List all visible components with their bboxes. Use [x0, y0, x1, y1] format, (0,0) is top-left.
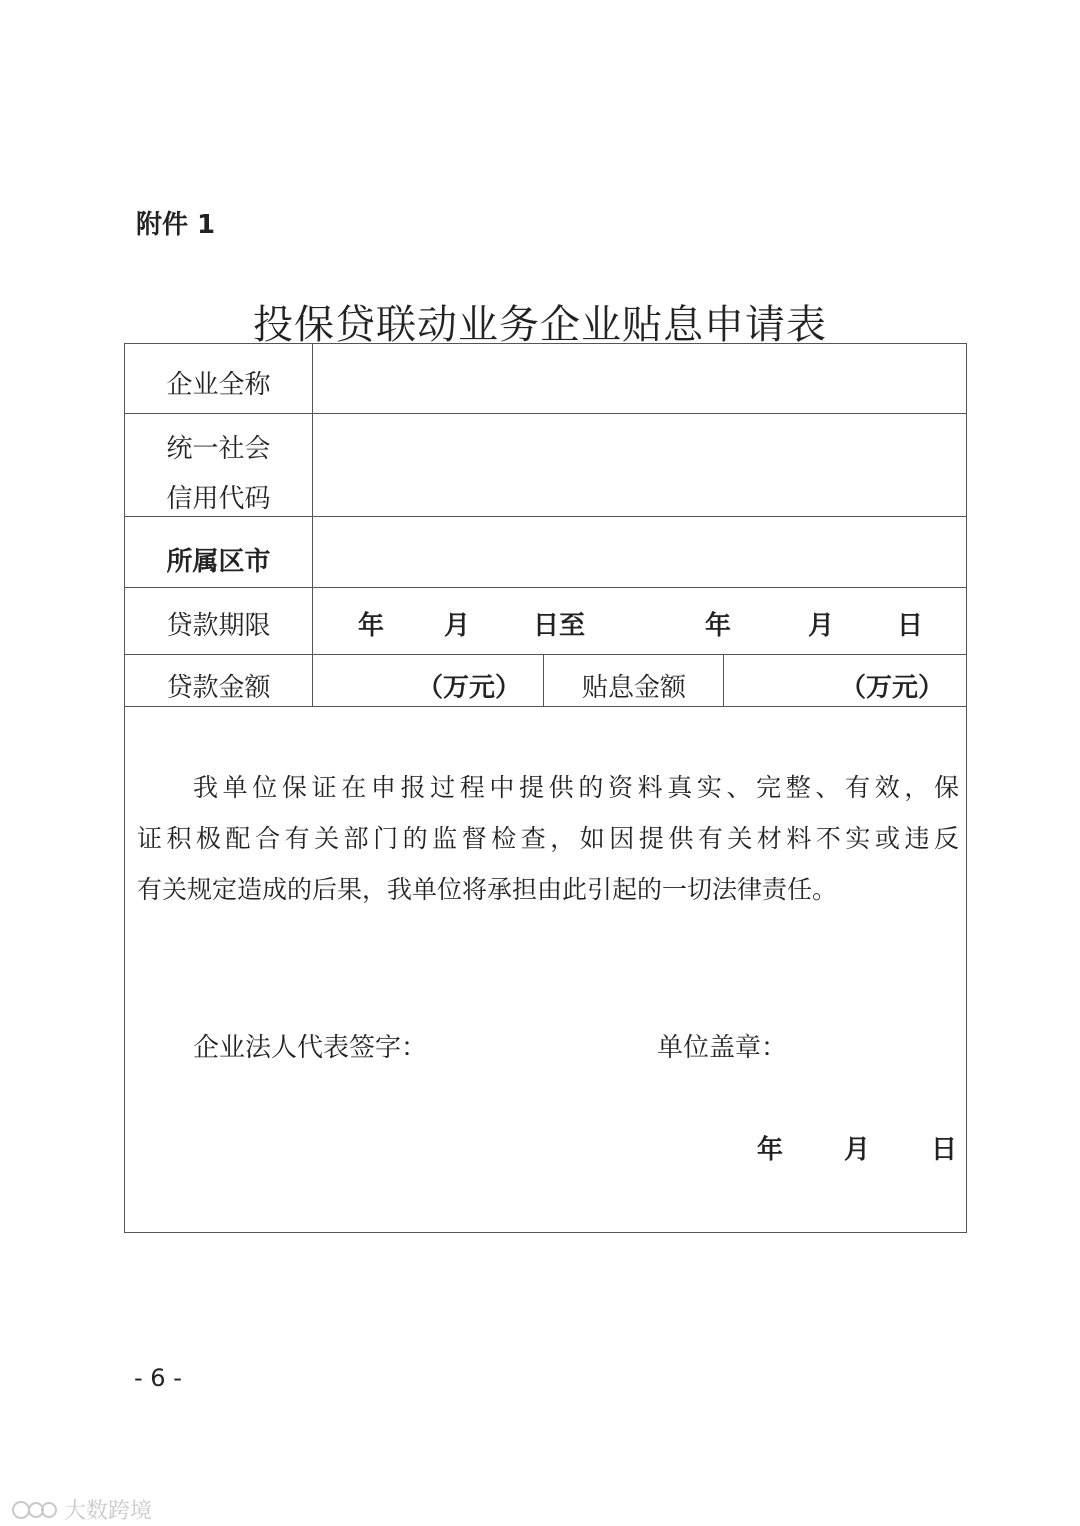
declaration-line-1: 我单位保证在申报过程中提供的资料真实、完整、有效，保	[193, 773, 959, 802]
declaration-line-3: 有关规定造成的后果，我单位将承担由此引起的一切法律责任。	[137, 875, 838, 904]
column-divider	[312, 344, 313, 413]
form-title: 投保贷联动业务企业贴息申请表	[253, 302, 827, 348]
column-divider	[723, 655, 724, 706]
column-divider	[543, 655, 544, 706]
loan-amount-unit: （万元）	[417, 673, 522, 703]
district-label: 所属区市	[166, 547, 271, 577]
declaration-text	[137, 762, 959, 915]
subsidy-amount-unit: （万元）	[840, 673, 945, 703]
company-name-label: 企业全称	[166, 370, 271, 400]
row-district	[125, 517, 966, 588]
row-loan-term	[125, 588, 966, 655]
loan-term-start-day: 日至	[533, 611, 586, 641]
row-credit-code	[125, 414, 966, 517]
company-seal-label: 单位盖章：	[657, 1033, 788, 1063]
company-name-field[interactable]	[315, 344, 965, 412]
column-divider	[312, 517, 313, 587]
declaration-line-2: 证积极配合有关部门的监督检查，如因提供有关材料不实或违反	[137, 824, 959, 853]
watermark	[10, 1494, 152, 1525]
attachment-label: 附件 1	[136, 210, 216, 240]
application-form-table	[124, 343, 967, 1233]
watermark-logo-icon	[10, 1499, 58, 1521]
credit-code-label-line1: 统一社会	[166, 434, 271, 464]
column-divider	[312, 655, 313, 706]
legal-rep-signature-label: 企业法人代表签字：	[193, 1033, 428, 1063]
loan-term-start-year: 年	[358, 611, 385, 641]
sign-date-day: 日	[931, 1135, 958, 1165]
credit-code-field[interactable]	[315, 414, 965, 515]
row-amounts	[125, 655, 966, 707]
subsidy-amount-label: 贴息金额	[581, 673, 686, 703]
watermark-text: 大数跨境	[64, 1499, 153, 1524]
loan-term-label: 贷款期限	[166, 611, 271, 641]
column-divider	[312, 588, 313, 654]
row-company-name	[125, 344, 966, 414]
loan-amount-label: 贷款金额	[166, 673, 271, 703]
sign-date-year: 年	[757, 1135, 784, 1165]
sign-date-month: 月	[844, 1135, 871, 1165]
loan-term-end-day: 日	[897, 611, 924, 641]
loan-term-start-month: 月	[444, 611, 471, 641]
page-number: - 6 -	[134, 1364, 182, 1392]
loan-term-end-year: 年	[705, 611, 732, 641]
loan-term-end-month: 月	[808, 611, 835, 641]
district-field[interactable]	[315, 517, 965, 586]
column-divider	[312, 414, 313, 516]
credit-code-label-line2: 信用代码	[166, 484, 271, 514]
